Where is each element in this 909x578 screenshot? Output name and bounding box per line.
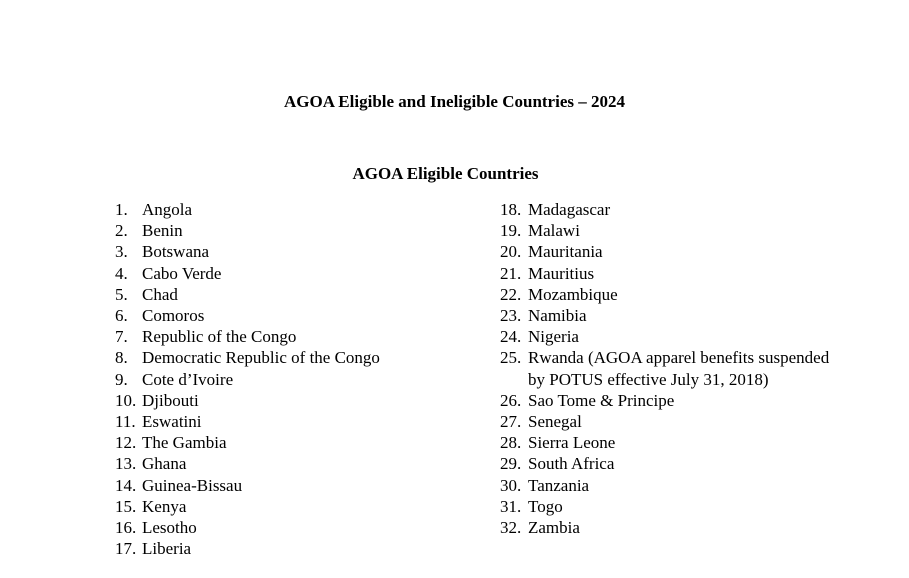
list-number: 3. xyxy=(115,242,128,262)
country-name: Angola xyxy=(142,200,193,219)
list-number: 31. xyxy=(500,496,522,516)
country-name: Democratic Republic of the Congo xyxy=(142,348,380,368)
list-number: 14. xyxy=(115,475,137,495)
list-item xyxy=(500,411,830,432)
list-number: 16. xyxy=(115,518,137,538)
country-name: Nigeria xyxy=(528,327,579,347)
country-name: Guinea-Bissau xyxy=(142,475,243,495)
country-name: Madagascar xyxy=(528,200,611,219)
list-number: 11. xyxy=(115,412,136,432)
eligible-countries-list-left xyxy=(115,199,485,559)
list-item xyxy=(115,517,485,538)
list-number: 5. xyxy=(115,284,128,304)
list-item xyxy=(500,496,830,517)
list-item xyxy=(500,390,830,411)
list-number: 25. xyxy=(500,348,522,368)
list-item xyxy=(115,241,485,262)
list-number: 9. xyxy=(115,369,128,389)
list-number: 27. xyxy=(500,412,522,432)
country-name: Senegal xyxy=(528,412,582,432)
list-item xyxy=(500,347,830,389)
country-name: Mauritius xyxy=(528,263,595,283)
list-item xyxy=(500,284,830,305)
list-item xyxy=(115,305,485,326)
country-name: Tanzania xyxy=(528,475,590,495)
list-number: 23. xyxy=(500,306,522,326)
country-name: Malawi xyxy=(528,221,580,241)
list-number: 21. xyxy=(500,263,522,283)
country-name: Liberia xyxy=(142,539,192,559)
list-item xyxy=(115,347,485,368)
list-item xyxy=(500,475,830,496)
list-item xyxy=(500,326,830,347)
list-item xyxy=(500,305,830,326)
list-item xyxy=(500,517,830,538)
list-number: 10. xyxy=(115,390,137,410)
list-item xyxy=(500,220,830,241)
list-item xyxy=(500,453,830,474)
list-number: 17. xyxy=(115,539,137,559)
country-name: Djibouti xyxy=(142,390,199,410)
country-name: Comoros xyxy=(142,306,205,326)
list-number: 19. xyxy=(500,221,522,241)
list-number: 15. xyxy=(115,496,137,516)
list-number: 26. xyxy=(500,390,522,410)
section-title: AGOA Eligible Countries xyxy=(352,164,539,183)
country-name: Togo xyxy=(528,496,563,516)
list-number: 22. xyxy=(500,284,522,304)
list-number: 32. xyxy=(500,518,522,538)
list-item xyxy=(115,199,485,220)
list-number: 8. xyxy=(115,348,128,368)
list-number: 13. xyxy=(115,454,137,474)
list-item xyxy=(115,432,485,453)
list-item xyxy=(115,475,485,496)
list-number: 12. xyxy=(115,433,137,453)
list-item xyxy=(115,369,485,390)
country-name: Mauritania xyxy=(528,242,603,262)
list-number: 7. xyxy=(115,327,128,347)
list-number: 24. xyxy=(500,327,522,347)
list-item xyxy=(500,432,830,453)
country-name: Cabo Verde xyxy=(142,263,222,283)
country-name: Sao Tome & Principe xyxy=(528,390,675,410)
country-name: Botswana xyxy=(142,242,210,262)
list-number: 20. xyxy=(500,242,522,262)
list-item xyxy=(500,263,830,284)
list-number: 29. xyxy=(500,454,522,474)
list-item xyxy=(500,199,830,220)
country-name: Namibia xyxy=(528,306,587,326)
country-name: Benin xyxy=(142,221,183,241)
country-name: Rwanda (AGOA apparel benefits suspended by POTUS effective July 31, 2018) xyxy=(528,348,830,389)
country-name: Republic of the Congo xyxy=(142,327,297,347)
country-name: Lesotho xyxy=(142,518,197,538)
list-number: 18. xyxy=(500,200,522,219)
country-name: South Africa xyxy=(528,454,615,474)
country-name: Sierra Leone xyxy=(528,433,616,453)
country-name: Eswatini xyxy=(142,412,202,432)
country-name: Kenya xyxy=(142,496,187,516)
list-number: 30. xyxy=(500,475,522,495)
country-name: Ghana xyxy=(142,454,187,474)
list-item xyxy=(115,220,485,241)
eligible-countries-list-right xyxy=(500,199,830,538)
country-name: Zambia xyxy=(528,518,580,538)
country-name: Mozambique xyxy=(528,284,618,304)
document-title: AGOA Eligible and Ineligible Countries – 2024 xyxy=(284,92,625,111)
country-name: Cote d’Ivoire xyxy=(142,369,234,389)
list-item xyxy=(115,326,485,347)
list-item xyxy=(115,263,485,284)
country-name: The Gambia xyxy=(142,433,227,453)
list-number: 1. xyxy=(115,200,128,219)
list-item xyxy=(115,411,485,432)
list-item xyxy=(115,390,485,411)
list-item xyxy=(115,496,485,517)
list-number: 28. xyxy=(500,433,522,453)
list-item xyxy=(115,453,485,474)
list-item xyxy=(115,284,485,305)
list-item xyxy=(500,241,830,262)
list-number: 4. xyxy=(115,263,128,283)
country-name: Chad xyxy=(142,284,178,304)
list-number: 2. xyxy=(115,221,128,241)
list-item xyxy=(115,538,485,559)
list-number: 6. xyxy=(115,306,128,326)
